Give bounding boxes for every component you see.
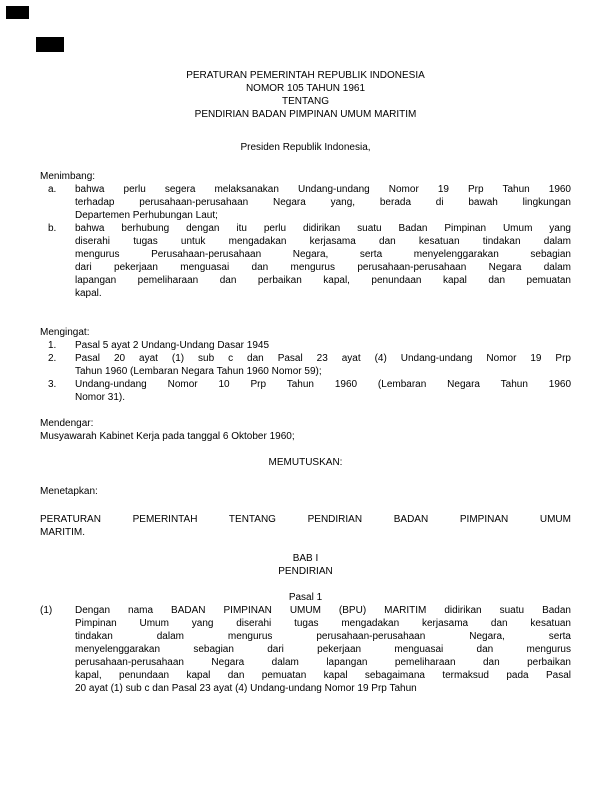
mendengar-section — [40, 417, 571, 443]
text-line: Nomor 31). — [75, 392, 126, 403]
item-text — [75, 339, 571, 352]
text-line: Pimpinan Umum yang diserahi tugas mengadakan kerjasama dan kesatuan — [75, 618, 571, 629]
decision-paragraph — [40, 513, 571, 539]
pasal-1-title: Pasal 1 — [288, 592, 323, 603]
presiden-line: Presiden Republik Indonesia, — [240, 142, 371, 153]
mengingat-item-1 — [40, 339, 571, 352]
text-line: mengurus Perusahaan-perusahaan Negara, serta menyelenggarakan sebagian — [75, 249, 571, 260]
inner-black-mark-icon — [36, 37, 64, 52]
item-marker: 3. — [48, 379, 57, 390]
header-subject: PENDIRIAN BADAN PIMPINAN UMUM MARITIM — [194, 109, 417, 120]
text-line: lapangan pemeliharaan dan perbaikan kapal, penundaan kapal dan pemuatan — [75, 275, 571, 286]
item-marker: (1) — [40, 605, 53, 616]
mengingat-item-2 — [40, 352, 571, 378]
text-line: Dengan nama BADAN PIMPINAN UMUM (BPU) MARITIM didirikan suatu Badan — [75, 605, 571, 616]
item-marker: a. — [48, 184, 57, 195]
mendengar-label: Mendengar: — [40, 418, 94, 429]
text-line: terhadap perusahaan-perusahaan Negara yang, berada di bawah lingkungan — [75, 197, 571, 208]
item-text — [75, 378, 571, 404]
text-line: Undang-undang Nomor 10 Prp Tahun 1960 (Lembaran Negara Tahun 1960 — [75, 379, 571, 390]
memutuskan-line: MEMUTUSKAN: — [268, 457, 343, 468]
text-line: tindakan dalam mengurus perusahaan-perusahaan Negara, serta — [75, 631, 571, 642]
text-line: bahwa berhubung dengan itu perlu didirikan suatu Badan Pimpinan Umum yang — [75, 223, 571, 234]
header-regulation-title: PERATURAN PEMERINTAH REPUBLIK INDONESIA — [186, 70, 425, 81]
pasal-1-item-1 — [40, 604, 571, 695]
text-line: Pasal 5 ayat 2 Undang-Undang Dasar 1945 — [75, 340, 270, 351]
text-line: kapal, penundaan kapal dan pemuatan kapal sebagaimana termaksud pada Pasal — [75, 670, 571, 681]
text-line: Tahun 1960 (Lembaran Negara Tahun 1960 Nomor 59); — [75, 366, 322, 377]
mengingat-item-3 — [40, 378, 571, 404]
document-content — [40, 69, 571, 695]
text-line: perusahaan-perusahaan Negara dalam lapangan pemeliharaan dan perbaikan — [75, 657, 571, 668]
item-text — [75, 183, 571, 222]
menimbang-label: Menimbang: — [40, 171, 96, 182]
corner-black-mark-icon — [6, 6, 29, 19]
menimbang-section — [40, 170, 571, 300]
item-text — [75, 604, 571, 695]
text-line: bahwa perlu segera melaksanakan Undang-undang Nomor 19 Prp Tahun 1960 — [75, 184, 571, 195]
menetapkan-label: Menetapkan: — [40, 486, 98, 497]
menimbang-item-a — [40, 183, 571, 222]
bab-1-heading — [40, 552, 571, 578]
item-marker: 2. — [48, 353, 57, 364]
text-line: MARITIM. — [40, 527, 85, 538]
mengingat-label: Mengingat: — [40, 327, 90, 338]
mengingat-section — [40, 326, 571, 404]
item-marker: b. — [48, 223, 57, 234]
mendengar-text: Musyawarah Kabinet Kerja pada tanggal 6 Oktober 1960; — [40, 431, 295, 442]
header-regulation-number: NOMOR 105 TAHUN 1961 — [245, 83, 366, 94]
document-header — [40, 69, 571, 121]
text-line: 20 ayat (1) sub c dan Pasal 23 ayat (4) Undang-undang Nomor 19 Prp Tahun — [75, 683, 417, 694]
item-text — [75, 352, 571, 378]
bab-1-title: BAB I — [292, 553, 319, 564]
menimbang-item-b — [40, 222, 571, 300]
item-marker: 1. — [48, 340, 57, 351]
text-line: Departemen Perhubungan Laut; — [75, 210, 218, 221]
text-line: menyelenggarakan sebagian dari pekerjaan menguasai dan mengurus — [75, 644, 571, 655]
text-line: kapal. — [75, 288, 102, 299]
text-line: dari pekerjaan menguasai dan mengurus perusahaan-perusahaan Negara dalam — [75, 262, 571, 273]
text-line: diserahi tugas untuk mengadakan kerjasama dan kesatuan tindakan dalam — [75, 236, 571, 247]
item-text — [75, 222, 571, 300]
text-line: Pasal 20 ayat (1) sub c dan Pasal 23 ayat (4) Undang-undang Nomor 19 Prp — [75, 353, 571, 364]
header-tentang: TENTANG — [281, 96, 330, 107]
text-line: PERATURAN PEMERINTAH TENTANG PENDIRIAN BADAN PIMPINAN UMUM — [40, 514, 571, 525]
bab-1-subtitle: PENDIRIAN — [278, 566, 333, 577]
